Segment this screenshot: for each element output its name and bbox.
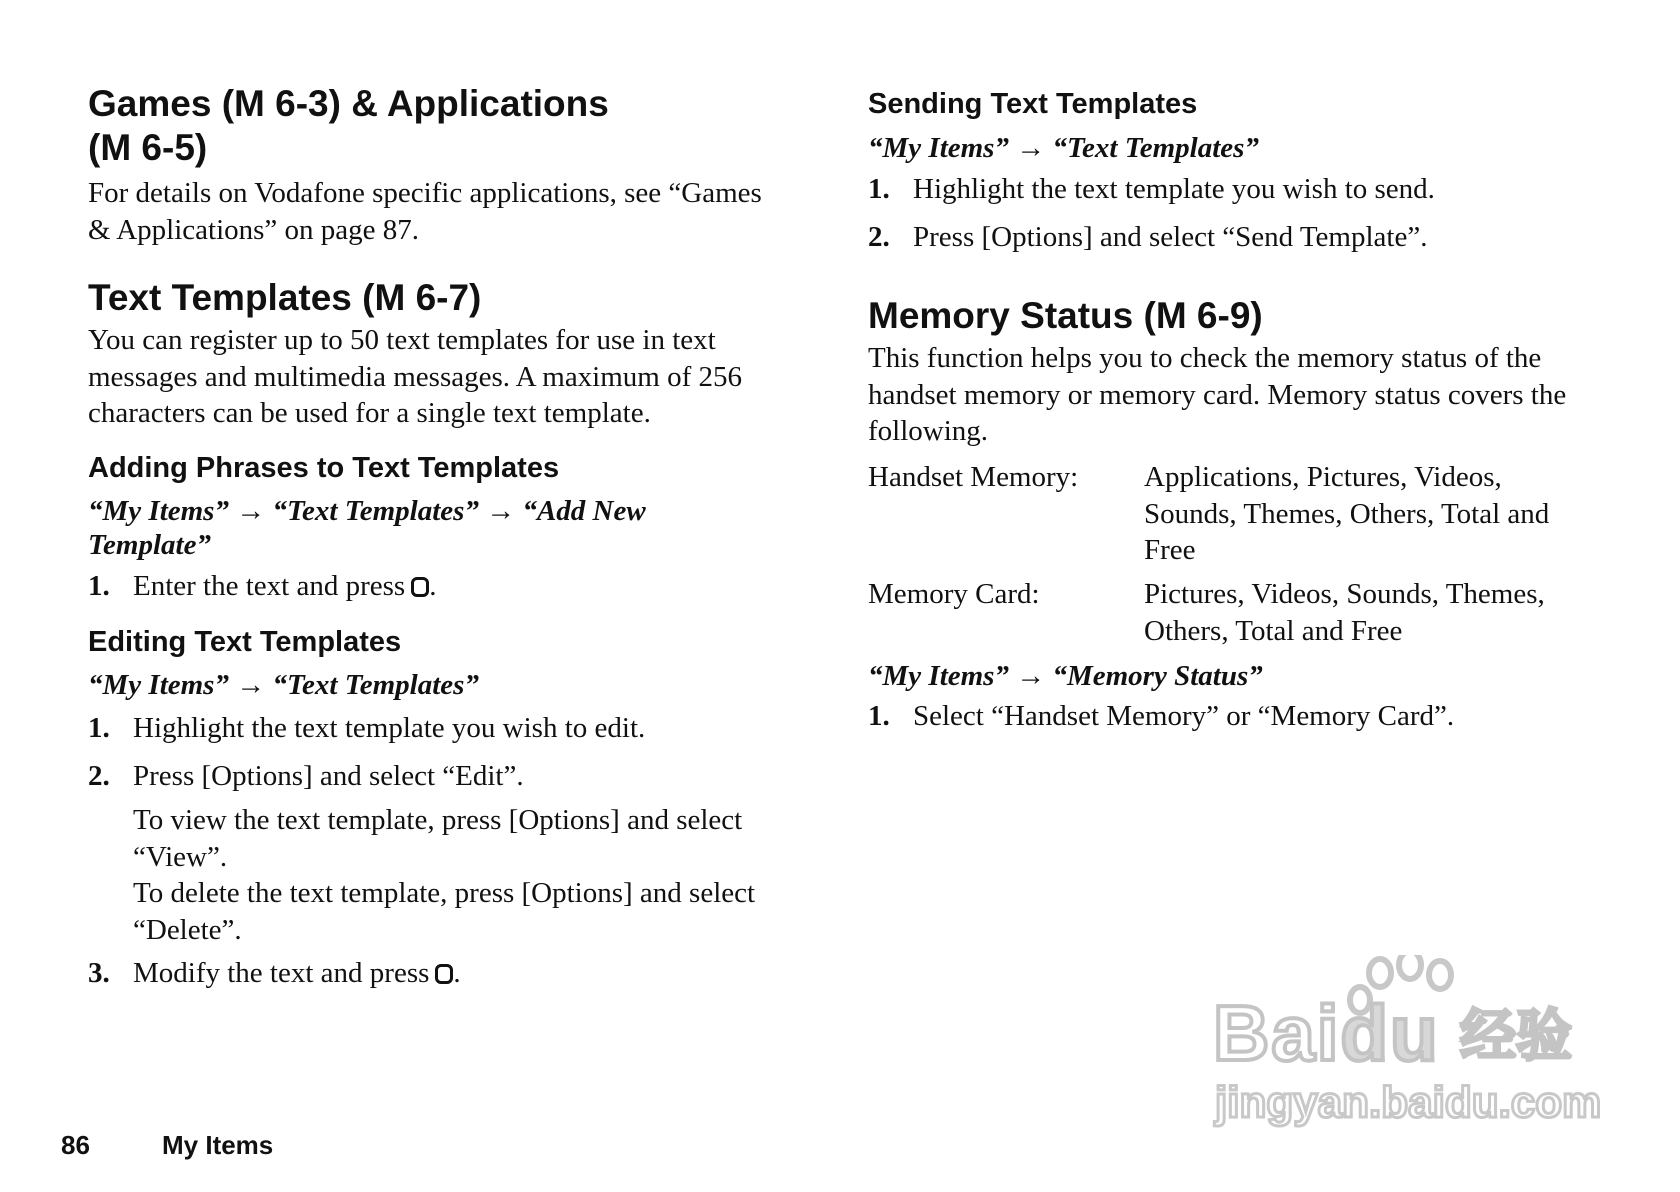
- step-text: Modify the text and press: [133, 957, 430, 989]
- sending-heading: Sending Text Templates: [868, 88, 1198, 120]
- templates-body: You can register up to 50 text templates for use in text messages and multimedia messages. A maximum of 256 characters can be used for a single text template.: [88, 324, 743, 429]
- baidu-jingyan-watermark-logo: [1205, 955, 1605, 1140]
- section-title: My Items: [162, 1130, 274, 1160]
- editing-heading: Editing Text Templates: [88, 626, 402, 658]
- editing-path: “My Items” → “Text Templates”: [88, 669, 479, 701]
- step-number: 1.: [868, 173, 890, 205]
- step-text: Highlight the text template you wish to edit.: [133, 712, 646, 744]
- step-text: Press [Options] and select “Send Template”.: [913, 221, 1428, 253]
- sending-path: “My Items” → “Text Templates”: [868, 132, 1259, 164]
- page-number: 86: [61, 1130, 90, 1160]
- center-key-icon: [435, 964, 453, 984]
- watermark-brand-text: Baidu: [1213, 989, 1440, 1077]
- step-text: Highlight the text template you wish to send.: [913, 173, 1435, 205]
- step-text: Press [Options] and select “Edit”.: [133, 760, 524, 792]
- step-number: 1.: [88, 712, 110, 744]
- step-number: 3.: [88, 957, 110, 989]
- step-text: Enter the text and press: [133, 570, 406, 602]
- editing-note-view: To view the text template, press [Options] and select “View”.: [133, 804, 743, 873]
- watermark-url-text: jingyan.baidu.com: [1215, 1078, 1602, 1127]
- memory-body: This function helps you to check the memory status of the handset memory or memory card. Memory status covers the following.: [868, 342, 1567, 447]
- svg-text:经验: 经验: [1460, 1004, 1572, 1069]
- games-body: For details on Vodafone specific applications, see “Games & Applications” on page 87.: [88, 177, 762, 246]
- adding-heading: Adding Phrases to Text Templates: [88, 452, 560, 484]
- step-number: 2.: [868, 221, 890, 253]
- memory-value: Pictures, Videos, Sounds, Themes, Others, Total and Free: [1144, 578, 1545, 647]
- step-number: 2.: [88, 760, 110, 792]
- memory-path: “My Items” → “Memory Status”: [868, 660, 1263, 692]
- adding-path: “My Items” → “Text Templates” → “Add New Template”: [88, 495, 646, 561]
- step-number: 1.: [88, 570, 110, 602]
- memory-label: Handset Memory:: [868, 461, 1079, 493]
- templates-heading: Text Templates (M 6-7): [88, 277, 482, 318]
- games-heading: Games (M 6-3) & Applications: [88, 83, 609, 124]
- memory-heading: Memory Status (M 6-9): [868, 295, 1263, 336]
- memory-value: Applications, Pictures, Videos, Sounds, Themes, Others, Total and Free: [1144, 461, 1550, 566]
- memory-label: Memory Card:: [868, 578, 1040, 610]
- step-number: 1.: [868, 700, 890, 732]
- games-heading-cont: (M 6-5): [88, 127, 208, 168]
- editing-note-delete: To delete the text template, press [Options] and select “Delete”.: [133, 877, 756, 946]
- step-text: Select “Handset Memory” or “Memory Card”.: [913, 700, 1455, 732]
- center-key-icon: [411, 577, 429, 597]
